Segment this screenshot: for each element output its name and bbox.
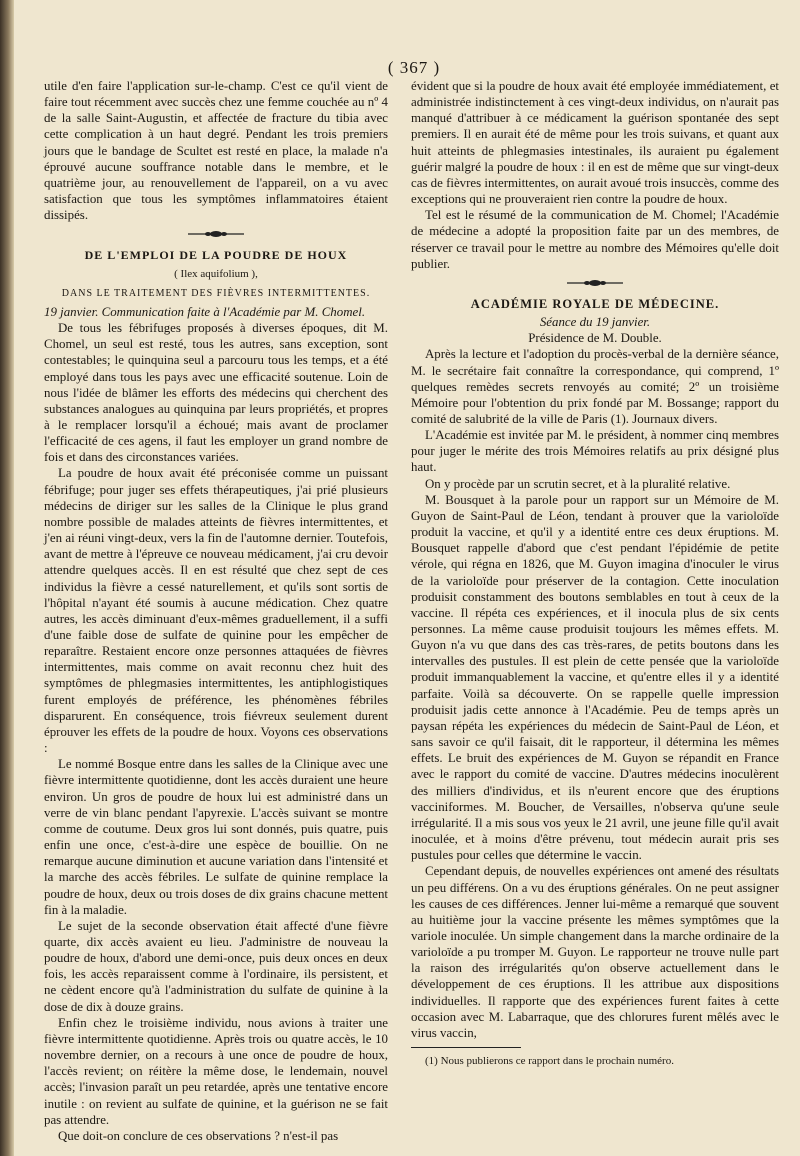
left-para-5: Le sujet de la seconde observation était affecté d'une fièvre quarte, dix accès avaient eu lieu. J'administre de nouveau la poudre de houx, d'abord une demi-once, puis deux onces en deux fois, les accès reparaissent comme à l'ordinaire, ils persistent, et ne cèdent encore qu'à l'administration du sulfate de quinine à la dose de dix à douze grains.	[44, 918, 388, 1014]
left-para-1: utile d'en faire l'application sur-le-champ. C'est ce qu'il vient de faire tout récemment avec succès chez une femme couchée au nº 4 de la salle Saint-Augustin, et affectée de fracture du tibia avec cette complication à un haut degré. Pendant les trois premiers jours que le bandage de Scultet est resté en place, la malade n'a éprouvé aucune souffrance notable dans le membre, et le quatrième jour, au renouvellement de l'appareil, on a vu avec satisfaction que tous les symptômes inflammatoires étaient dissipés.	[44, 79, 388, 223]
right-para-4: L'Académie est invitée par M. le président, à nommer cinq membres pour juger le mérite des trois Mémoires relatifs au prix désigné plus haut.	[411, 428, 779, 475]
left-para-6: Enfin chez le troisième individu, nous avions à traiter une fièvre intermittente quotidienne. Après trois ou quatre accès, le 10 novembre dernier, on a recours à une once de poudre de houx, l'accès revient; on réitère la même dose, le lendemain, nouvel accès; l'invasion paraît un peu retardée, après une tentative encore inutile : on revient au sulfate de quinine, et la guérison ne se fait pas attendre.	[44, 1015, 388, 1127]
right-para-1: évident que si la poudre de houx avait été employée immédiatement, et administrée indistinctement à ces vingt-deux individus, on n'aurait pas manqué d'attribuer à ce médicament la guérison spontanée des sept premiers. Il en aurait été de même pour les trois suivans, et quant aux huit atteints de phlegmasies intestinales, ils auraient pu également guérir malgré la poudre de houx : il en est de même que sur vingt-deux cas de fièvres intermittentes, on aurait avoué trois insuccès, comme des exceptions qui ne prouveraient rien contre la poudre de houx.	[411, 79, 779, 207]
right-column	[411, 78, 779, 1068]
article-heading: DE L'EMPLOI DE LA POUDRE DE HOUX	[84, 248, 348, 263]
section-divider-ornament	[44, 227, 388, 241]
footnote: (1) Nous publierons ce rapport dans le prochain numéro.	[425, 1055, 674, 1068]
right-para-6: M. Bousquet à la parole pour un rapport sur un Mémoire de M. Guyon de Saint-Paul de Léon, tendant à prouver que la varioloïde produit la vaccine, et qu'il y a identité entre ces deux éruptions. M. Bousquet rappelle d'abord que c'est pendant l'épidémie de petite vérole, qui régna en 1826, que M. Guyon imagina d'inoculer le virus de la varioloïde pour préserver de la contagion. Cette inoculation produisit constamment des boutons semblables en tout à ceux de la vaccine. Il répéta ces expériences, et il inocula plus de six cents personnes. La même cause produisit toujours les mêmes effets. M. Guyon n'a vu que dans des cas très-rares, de petits boutons dans les intervalles des pustules. Il est plein de cette pensée que la varioloïde produit immanquablement la vaccine, et qu'entre elles il y a identité parfaite. Voilà sa découverte. On se rappelle quelle impression produisit jadis cette annonce à l'Académie. Peu de temps après un paysan répéta les expériences du médecin de Saint-Paul de Léon, et sans savoir ce qu'il faisait, dit le rapporteur, il détermina les mêmes effets. Le bruit des expériences de M. Guyon se répandit en France avec le rapport du comité de vaccine. D'autres médecins inoculèrent des milliers d'individus, et ils n'eurent encore que des éruptions vacciniformes. M. Boucher, de Versailles, n'observa qu'une seule irrégularité. Il a mis sous vos yeux le 21 avril, une jeune fille qu'il avait inoculée, et à moins d'être prévenu, tout médecin aurait pris ses pustules pour celles que détermine le vaccin.	[411, 492, 779, 863]
article-intro-date: 19 janvier. Communication faite à l'Académie par M. Chomel.	[44, 304, 366, 319]
left-column	[44, 78, 388, 1144]
article-subheading: ( Ilex aquifolium ),	[174, 267, 258, 280]
right-para-2: Tel est le résumé de la communication de M. Chomel; l'Académie de médecine a adopté la proposition faite par un des membres, de réserver ce travail pour le mettre au nombre des Mémoires qu'elle doit publier.	[411, 208, 779, 271]
right-para-3: Après la lecture et l'adoption du procès-verbal de la dernière séance, M. le secrétaire fait connaître la correspondance, qui comprend, 1º quelques remèdes secrets renvoyés au comité; 2º un troisième Mémoire pour l'obtention du prix fondé par M. Bossange; rapport du comité de salubrité de la ville de Paris (1). Journaux divers.	[411, 347, 779, 426]
right-para-7: Cependant depuis, de nouvelles expériences ont amené des résultats un peu différens. On a vu des éruptions générales. On ne peut assigner les causes de ces différences. Jenner lui-même a remarqué que souvent au huitième jour la vaccine présente les mêmes symptômes que la variole inoculée. Un simple changement dans la marche ordinaire de la varioloïde a pu tromper M. Guyon. Le rapporteur ne trouve nulle part la raison des irrégularités qu'on observe actuellement dans le développement de ces éruptions. Il les attribue aux dispositions individuelles. Il rapporte que des expériences furent faites à cette occasion avec M. Labarraque, que des chlorures furent mêlés avec le virus vaccin,	[411, 864, 779, 1040]
presidence: Présidence de M. Double.	[528, 331, 662, 346]
article-heading-2: DANS LE TRAITEMENT DES FIÈVRES INTERMITTENTES.	[61, 287, 371, 299]
left-para-3: La poudre de houx avait été préconisée comme un puissant fébrifuge; pour juger ses effets thérapeutiques, j'ai prié plusieurs médecins de diriger sur les salles de la Clinique le plus grand nombre possible de malades atteints de fièvres intermittentes, et j'en ai réuni vingt-deux, vers la fin de l'automne dernier. Toutefois, avant de mettre à l'épreuve ce nouveau médicament, j'ai cru devoir attendre quelques accès. Il en est résulté que chez sept de ces individus la fièvre a cessé naturellement, et qu'ils sont sortis de l'hôpital n'ayant été soumis à aucune médication. Chez quatre autres, les accès diminuant d'eux-mêmes graduellement, il a suffi d'une faible dose de sulfate de quinine pour les empêcher de reparaître. Restaient encore onze personnes attaquées de fièvres intermittentes, mais comme on avait reconnu chez huit des symptômes de phlegmasies intermittentes, les antiphlogistiques furent employés de préférence, les phénomènes fébriles disparurent. En conséquence, trois fiévreux seulement durent éprouver les effets de la poudre de houx. Voyons ces observations :	[44, 466, 388, 756]
left-para-7: Que doit-on conclure de ces observations ? n'est-il pas	[58, 1128, 339, 1143]
footnote-rule	[411, 1047, 521, 1048]
section-heading: ACADÉMIE ROYALE DE MÉDECINE.	[470, 296, 720, 311]
left-para-4: Le nommé Bosque entre dans les salles de la Clinique avec une fièvre intermittente quotidienne, dont les accès duraient une heure environ. Un gros de poudre de houx lui est administré dans un verre de vin blanc pendant l'apyrexie. L'accès suivant se montre comme de coutume. Deux gros lui sont donnés, puis quatre, puis enfin une once, c'est-à-dire une espèce de bouillie. On ne remarque aucune diminution et aucune variation dans l'intensité et la marche des accès fébriles. Le sulfate de quinine remplace la poudre de houx, deux ou trois doses de dix grains chacune mettent fin à la maladie.	[44, 757, 388, 917]
page-number: ( 367 )	[387, 58, 441, 77]
right-para-5: On y procède par un scrutin secret, et à la pluralité relative.	[425, 476, 731, 491]
left-para-2: De tous les fébrifuges proposés à diverses époques, dit M. Chomel, un seul est resté, tous les autres, sans exception, sont contestables; le quinquina seul a parcouru tous les temps, et a été employé dans tous les pays avec une efficacité soutenue. Loin de nous l'idée de blâmer les efforts des médecins qui cherchent des substances analogues au quinquina par leurs propriétés, et propres à le remplacer lorsqu'il a échoué; mais avant de proclamer l'efficacité de ces agens, il faut les employer un grand nombre de fois et dans des circonstances variées.	[44, 321, 388, 465]
book-binding-edge	[0, 0, 14, 1156]
seance-date: Séance du 19 janvier.	[539, 315, 651, 330]
section-divider-ornament	[411, 276, 779, 290]
document-page	[14, 0, 800, 1156]
